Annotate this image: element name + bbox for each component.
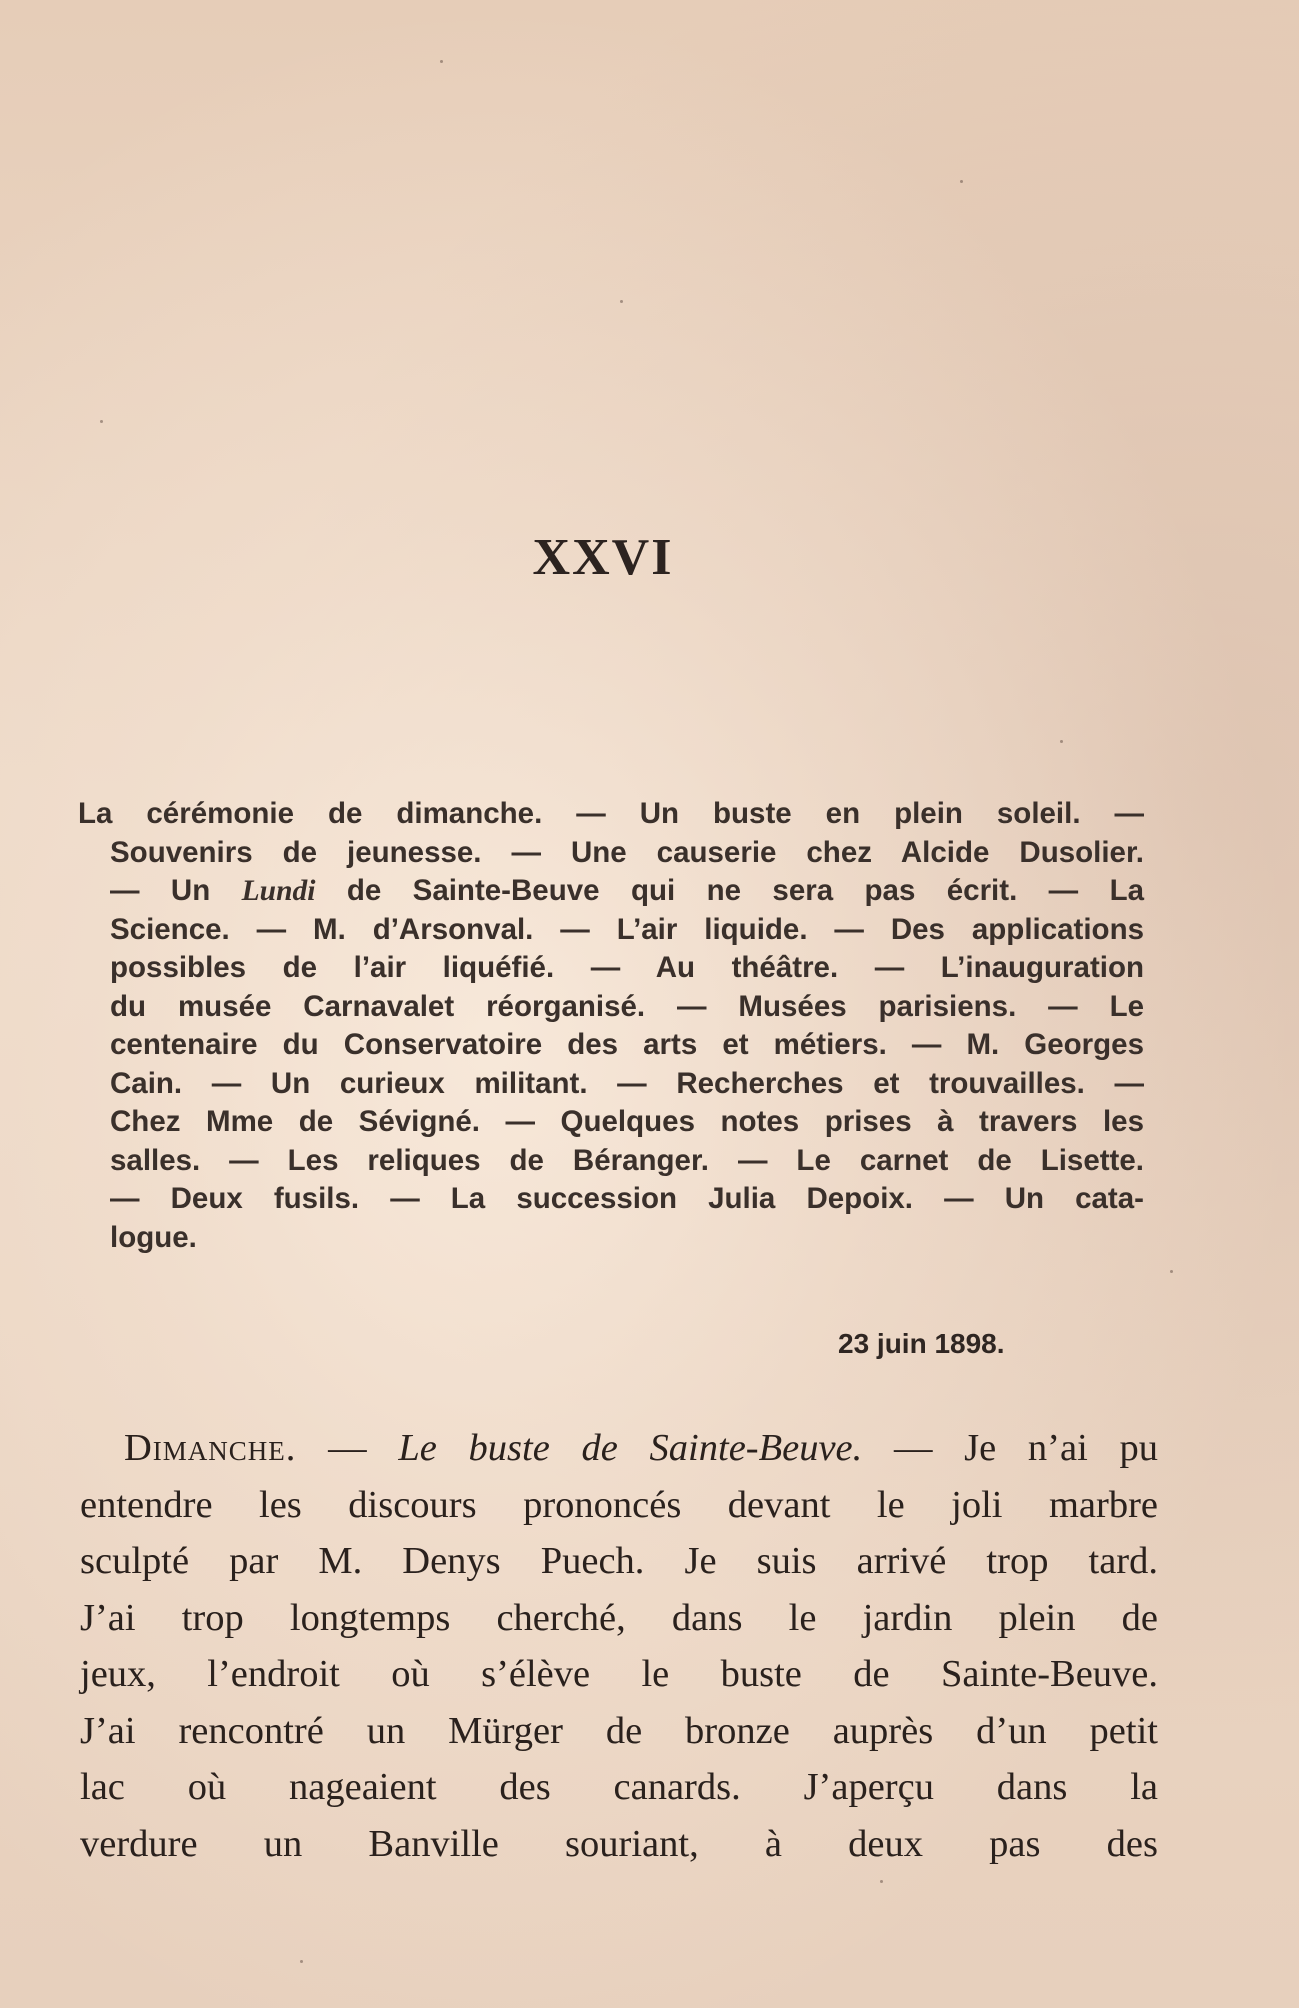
paper-speck	[880, 1880, 883, 1883]
summary-line: centenaire du Conservatoire des arts et métiers. — M. Georges	[110, 1028, 1144, 1061]
body-line: sculpté par M. Denys Puech. Je suis arrivé trop tard.	[80, 1540, 1158, 1582]
summary-line: Souvenirs de jeunesse. — Une causerie chez Alcide Dusolier.	[110, 835, 1144, 869]
body-line: entendre les discours prononcés devant le joli marbre	[80, 1483, 1158, 1526]
summary-line: Science. — M. d’Arsonval. — L’air liquide. — Des applications	[110, 912, 1144, 946]
body-line: lac où nageaient des canards. J’aperçu dans la	[80, 1766, 1158, 1808]
body-fragment: — Je n’ai pu	[862, 1427, 1158, 1469]
body-line: J’ai rencontré un Mürger de bronze auprès d’un petit	[80, 1709, 1158, 1752]
entry-date: 23 juin 1898.	[838, 1328, 1005, 1359]
summary-line: salles. — Les reliques de Béranger. — Le carnet de Lisette.	[110, 1143, 1144, 1177]
paper-speck	[1170, 1270, 1173, 1273]
summary-line	[78, 872, 1144, 911]
summary-italic-title: Lundi	[241, 875, 316, 907]
summary-line: logue.	[110, 1220, 197, 1254]
paper-speck	[1060, 740, 1063, 743]
paper-speck	[100, 420, 103, 423]
body-line: J’ai trop longtemps cherché, dans le jardin plein de	[80, 1596, 1158, 1639]
body-text	[80, 1420, 1158, 1872]
summary-fragment: — Un	[110, 874, 242, 907]
summary-line: Chez Mme de Sévigné. — Quelques notes prises à travers les	[110, 1105, 1144, 1138]
lead-dash: —	[296, 1427, 399, 1469]
summary-line: possibles de l’air liquéfié. — Au théâtre. — L’inauguration	[110, 951, 1144, 984]
paper-speck	[620, 300, 623, 303]
paper-speck	[960, 180, 963, 183]
paper-speck	[300, 1960, 303, 1963]
summary-line: — Deux fusils. — La succession Julia Depoix. — Un cata-	[110, 1182, 1144, 1215]
paper-speck	[440, 60, 443, 63]
body-line: jeux, l’endroit où s’élève le buste de Sainte-Beuve.	[80, 1653, 1158, 1695]
lead-word: Dimanche.	[124, 1427, 297, 1469]
body-line	[80, 1420, 1158, 1477]
summary-line: La cérémonie de dimanche. — Un buste en plein soleil. —	[78, 797, 1144, 830]
body-line: verdure un Banville souriant, à deux pas des	[80, 1822, 1158, 1865]
chapter-number: XXVI	[532, 529, 674, 586]
chapter-summary	[78, 795, 1144, 1257]
lead-title: Le buste de Sainte-Beuve.	[398, 1427, 863, 1469]
summary-fragment: de Sainte-Beuve qui ne sera pas écrit. — La	[315, 874, 1145, 907]
summary-line: du musée Carnavalet réorganisé. — Musées parisiens. — Le	[110, 989, 1144, 1023]
summary-line: Cain. — Un curieux militant. — Recherches et trouvailles. —	[110, 1066, 1144, 1100]
